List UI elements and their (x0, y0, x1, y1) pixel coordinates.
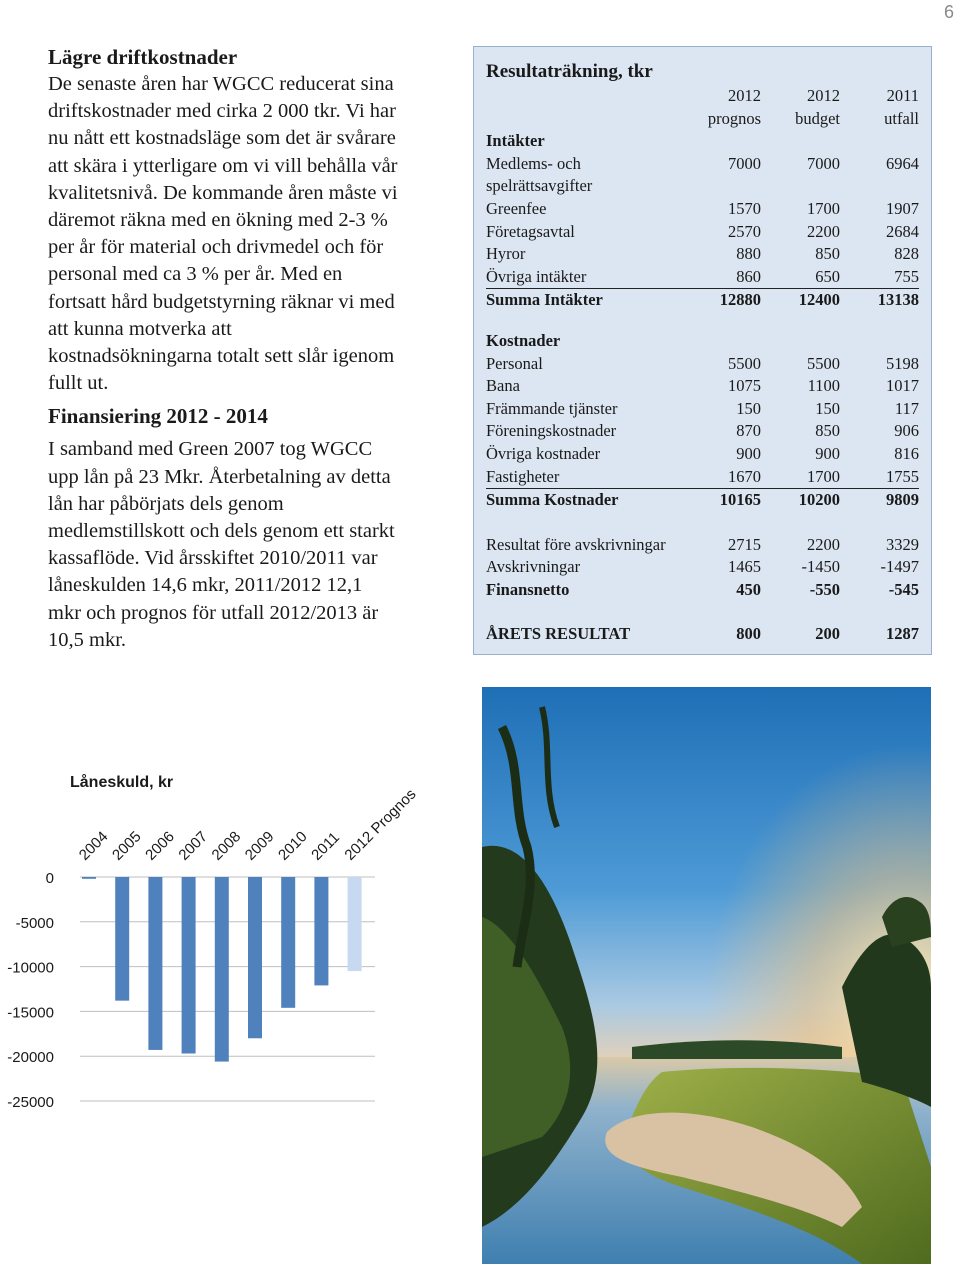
x-tick-label: 2010 (275, 828, 311, 864)
row-value: 1755 (840, 466, 919, 489)
row-label: ÅRETS RESULTAT (486, 624, 631, 644)
bar-2012-prognos (348, 877, 362, 971)
row-value: 1100 (807, 376, 840, 396)
cost-sum-row (486, 489, 919, 512)
x-tick-label: 2009 (241, 828, 278, 864)
bar-2006 (148, 877, 162, 1050)
table-row (486, 243, 919, 266)
row-label: Övriga kostnader (486, 443, 601, 463)
row-label: Företagsavtal (486, 221, 575, 241)
y-tick-label: -5000 (15, 914, 54, 932)
heading-driftkostnader: Lägre driftkostnader (48, 45, 238, 69)
x-tick-label: 2006 (142, 828, 178, 864)
x-tick-label: 2005 (109, 828, 145, 864)
row-value: 1075 (728, 376, 761, 396)
row-value: -545 (888, 579, 919, 599)
row-value: 850 (815, 244, 840, 264)
table-row (486, 420, 919, 443)
income-statement-box (473, 46, 932, 655)
y-tick-label: -20000 (7, 1049, 54, 1067)
paragraph-driftkostnader-line: fortsatt hård budgetstyrning räknar vi med (48, 290, 395, 313)
row-label: Greenfee (486, 198, 547, 218)
paragraph-driftkostnader-line: personal med ca 3 % per år. Med en (48, 263, 343, 286)
table-row (486, 153, 919, 198)
row-label: Främmande tjänster (486, 398, 618, 418)
x-tick-label: 2008 (208, 828, 245, 864)
x-tick-label: 2004 (75, 828, 112, 864)
row-value: 150 (815, 398, 840, 418)
row-value: 880 (736, 244, 761, 264)
row-value: 13138 (877, 290, 919, 310)
row-label: Fastigheter (486, 466, 682, 489)
page-number: 6 (943, 2, 954, 22)
row-label: Avskrivningar (486, 557, 581, 577)
row-value: 10165 (719, 490, 761, 510)
row-value: 860 (682, 266, 761, 289)
row-value: 900 (736, 443, 761, 463)
row-value: 5500 (807, 353, 840, 373)
table-row (486, 198, 919, 221)
income-statement-title: Resultaträkning, tkr (486, 61, 653, 82)
row-value: 150 (736, 398, 761, 418)
row-value: 1700 (807, 198, 840, 218)
row-value: 1570 (728, 198, 761, 218)
row-value: 5500 (728, 353, 761, 373)
row-value: 117 (894, 398, 919, 418)
financial-net-row (486, 579, 919, 602)
paragraph-finansiering-line: medlemstillskott och dels genom ett starkt (48, 520, 395, 543)
bar-2009 (248, 877, 262, 1038)
row-label: Medlems- och spelrättsavgifter (486, 153, 593, 196)
column-type-row (486, 108, 919, 131)
row-label: Personal (486, 353, 543, 373)
year-result-row (486, 623, 919, 646)
cost-header-row (486, 330, 919, 353)
row-value: 10200 (798, 490, 840, 510)
row-value: -1497 (880, 557, 919, 577)
row-value: 906 (894, 421, 919, 441)
paragraph-driftkostnader-line: De senaste åren har WGCC reducerat sina (48, 73, 394, 95)
golf-course-lake-sunset-photo (482, 687, 931, 1264)
paragraph-finansiering-line: I samband med Green 2007 tog WGCC (48, 438, 373, 461)
column-year-row (486, 85, 919, 108)
income-statement-table (486, 85, 919, 646)
row-value: 7000 (728, 153, 761, 173)
table-row (486, 266, 919, 289)
row-value: 12880 (719, 290, 761, 310)
y-tick-label: -25000 (7, 1094, 54, 1111)
paragraph-driftkostnader-line: att skära i ytterligare om vi vill behålla vår (48, 154, 398, 177)
bar-2008 (215, 877, 229, 1062)
cost-header: Kostnader (486, 330, 561, 350)
row-value: 900 (815, 443, 840, 463)
table-row (486, 398, 919, 421)
row-value: 816 (894, 443, 919, 463)
row-value: 1287 (886, 624, 919, 644)
row-value: -550 (809, 579, 840, 599)
row-value: 12400 (798, 290, 840, 310)
chart-title: Låneskuld, kr (70, 774, 174, 791)
table-row (486, 466, 919, 489)
loan-debt-chart (0, 690, 460, 1130)
depreciation-row (486, 556, 919, 579)
paragraph-finansiering-line: mkr och prognos för utfall 2012/2013 är (48, 601, 379, 624)
row-value: 450 (736, 579, 761, 599)
row-value: 2684 (886, 221, 919, 241)
paragraph-driftkostnader-line: kostnadsökningarna totalt sett slår igenom (48, 345, 395, 368)
table-row (486, 353, 919, 376)
row-value: 6964 (886, 153, 919, 173)
heading-finansiering: Finansiering 2012 - 2014 (48, 404, 268, 429)
row-value: 5198 (886, 353, 919, 373)
row-value: 7000 (807, 153, 840, 173)
row-label: Summa Kostnader (486, 490, 619, 510)
table-row (486, 443, 919, 466)
row-value: 2200 (807, 534, 840, 554)
paragraph-driftkostnader (48, 71, 448, 397)
paragraph-driftkostnader-line: nu nått ett kostnadsläge som det är svårare (48, 127, 396, 150)
col-year-3: 2011 (886, 86, 919, 105)
row-value: 2715 (728, 534, 761, 554)
row-label: Övriga intäkter (486, 266, 682, 289)
row-value: 828 (894, 244, 919, 264)
row-value: 2200 (807, 221, 840, 241)
row-value: 755 (840, 266, 919, 289)
x-tick-label: 2007 (175, 828, 212, 864)
row-value: 1017 (886, 376, 919, 396)
paragraph-driftkostnader-line: per år för material och drivmedel och för (48, 236, 384, 259)
y-tick-label: 0 (45, 870, 54, 887)
row-value: 870 (736, 421, 761, 441)
paragraph-finansiering-line: lån har påbörjats dels genom (48, 492, 284, 515)
col-type-3: utfall (884, 108, 919, 128)
x-tick-label: 2012 Prognos (341, 785, 420, 864)
row-value: 1907 (886, 198, 919, 218)
bar-2007 (182, 877, 196, 1054)
row-value: 9809 (886, 490, 919, 510)
row-value: 200 (815, 624, 840, 644)
income-header-row (486, 130, 919, 153)
row-value: 850 (815, 421, 840, 441)
x-tick-label: 2011 (308, 828, 344, 864)
income-sum-row (486, 289, 919, 312)
row-label: Föreningskostnader (486, 421, 617, 441)
paragraph-finansiering-line: upp lån på 23 Mkr. Återbetalning av detta (48, 465, 391, 488)
row-value: 800 (736, 624, 761, 644)
golf-course-photo (482, 687, 931, 1264)
table-row (486, 221, 919, 244)
income-header: Intäkter (486, 131, 545, 151)
col-year-2: 2012 (807, 86, 840, 105)
paragraph-finansiering-line: kassaflöde. Vid årsskiftet 2010/2011 var (48, 547, 378, 570)
row-value: -1450 (801, 557, 840, 577)
bar-2004 (82, 877, 96, 879)
col-year-1: 2012 (728, 86, 761, 105)
loan-debt-chart-svg (0, 690, 460, 1130)
paragraph-finansiering (48, 436, 448, 654)
col-type-1: prognos (707, 108, 761, 128)
row-label: Resultat före avskrivningar (486, 534, 666, 554)
paragraph-driftkostnader-line: driftskostnader med cirka 2 000 tkr. Vi har (48, 100, 396, 123)
row-value: 2570 (728, 221, 761, 241)
paragraph-finansiering-line: låneskulden 14,6 mkr, 2011/2012 12,1 (48, 574, 363, 597)
row-value: 1465 (728, 557, 761, 577)
bar-2010 (281, 877, 295, 1008)
row-label: Hyror (486, 244, 526, 264)
bar-2011 (314, 877, 328, 985)
row-value: 3329 (886, 534, 919, 554)
row-label: Finansnetto (486, 579, 570, 599)
row-label: Summa Intäkter (486, 290, 603, 310)
bar-2005 (115, 877, 129, 1001)
paragraph-driftkostnader-line: däremot räkna med en ökning med 2-3 % (48, 209, 388, 232)
paragraph-driftkostnader-line: kvalitetsnivå. De kommande åren måste vi (48, 181, 398, 204)
paragraph-finansiering-line: 10,5 mkr. (48, 628, 127, 651)
y-tick-label: -15000 (7, 1004, 54, 1022)
y-tick-label: -10000 (7, 959, 54, 977)
table-row (486, 375, 919, 398)
paragraph-driftkostnader-line: att kunna motverka att (48, 317, 232, 340)
row-value: 650 (761, 266, 840, 289)
ebitda-row (486, 534, 919, 557)
paragraph-driftkostnader-line: fullt ut. (48, 372, 109, 395)
col-type-2: budget (795, 108, 840, 128)
row-value: 1670 (682, 466, 761, 489)
row-value: 1700 (761, 466, 840, 489)
body-text-column (48, 44, 448, 654)
row-label: Bana (486, 376, 520, 396)
